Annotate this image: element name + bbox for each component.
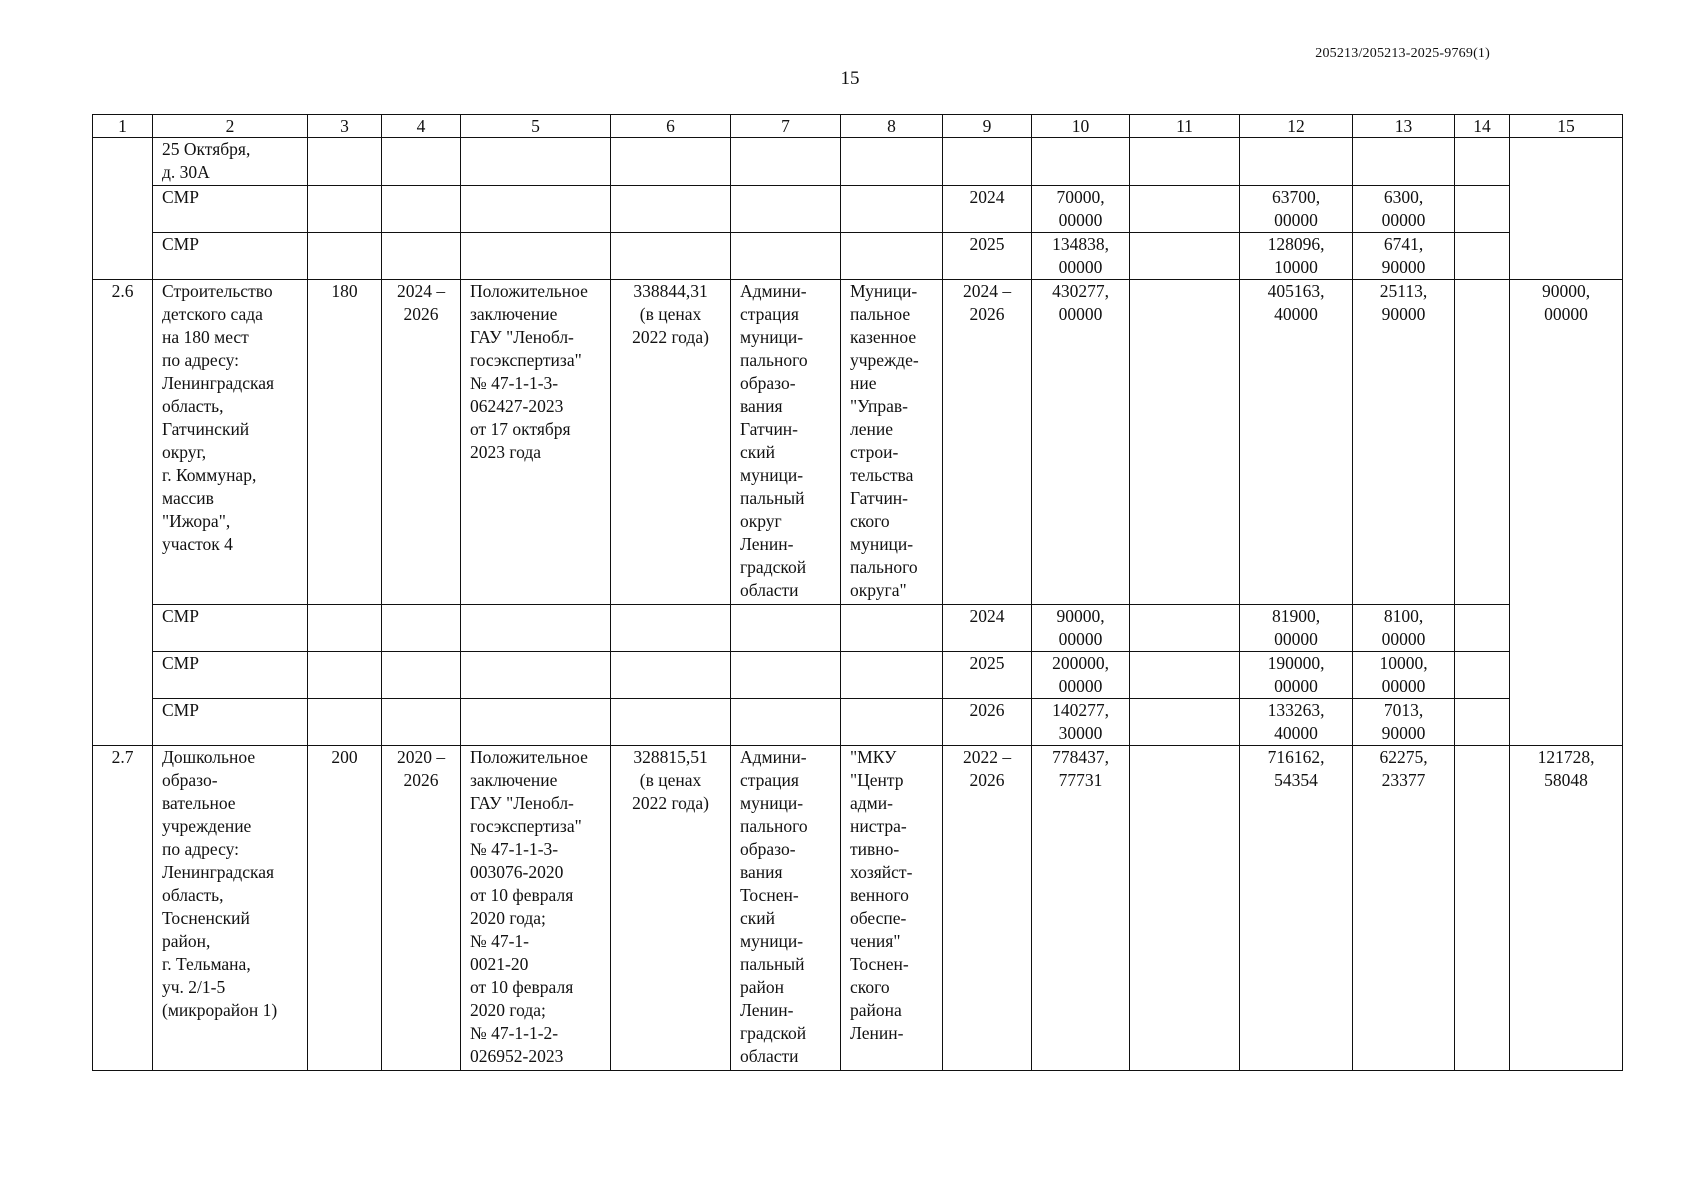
investment-table xyxy=(92,114,1623,1071)
capacity-cell: 200 xyxy=(308,746,382,1071)
column-number: 7 xyxy=(731,115,841,138)
cell-col12: 81900, 00000 xyxy=(1240,605,1353,652)
smr-label: СМР xyxy=(153,652,308,699)
cell-col13: 6300, 00000 xyxy=(1353,186,1455,233)
object-name-cell: Строительство детского сада на 180 мест по адресу: Ленинградская область, Гатчинский округ, г. Коммунар, массив "Ижора", участок 4 xyxy=(153,280,308,605)
cell-col12: 190000, 00000 xyxy=(1240,652,1353,699)
page-number: 15 xyxy=(840,68,860,89)
column-number: 5 xyxy=(461,115,611,138)
year-cell: 2025 xyxy=(943,652,1032,699)
column-number: 9 xyxy=(943,115,1032,138)
cell-col15 xyxy=(1510,138,1623,280)
column-number: 6 xyxy=(611,115,731,138)
document-id: 205213/205213-2025-9769(1) xyxy=(1315,46,1490,61)
column-number-row xyxy=(93,115,1623,138)
years-cell: 2024 – 2026 xyxy=(943,280,1032,605)
year-cell: 2026 xyxy=(943,699,1032,746)
cell-col12: 716162, 54354 xyxy=(1240,746,1353,1071)
table-row xyxy=(93,186,1623,233)
period-cell: 2024 – 2026 xyxy=(382,280,461,605)
year-cell: 2024 xyxy=(943,186,1032,233)
object-name-cell: Дошкольное образо- вательное учреждение по адресу: Ленинградская область, Тосненский район, г. Тельмана, уч. 2/1-5 (микрорайон 1) xyxy=(153,746,308,1071)
total-cell: 140277, 30000 xyxy=(1032,699,1130,746)
column-number: 15 xyxy=(1510,115,1623,138)
column-number: 12 xyxy=(1240,115,1353,138)
expertise-cell: Положительное заключение ГАУ "Ленобл- госэкспертиза" № 47-1-1-3- 003076-2020 от 10 февраля 2020 года; № 47-1- 0021-20 от 10 февраля 2020 года; № 47-1-1-2- 026952-2023 xyxy=(461,746,611,1071)
years-cell: 2022 – 2026 xyxy=(943,746,1032,1071)
total-cell: 70000, 00000 xyxy=(1032,186,1130,233)
smr-label: СМР xyxy=(153,186,308,233)
column-number: 11 xyxy=(1130,115,1240,138)
total-cell: 200000, 00000 xyxy=(1032,652,1130,699)
row-number-cell: 2.7 xyxy=(93,746,153,1071)
customer-cell: Админи- страция муници- пального образо- вания Гатчин- ский муници- пальный округ Ленин- градской области xyxy=(731,280,841,605)
total-cell: 430277, 00000 xyxy=(1032,280,1130,605)
column-number: 8 xyxy=(841,115,943,138)
period-cell: 2020 – 2026 xyxy=(382,746,461,1071)
cell-col15: 90000, 00000 xyxy=(1510,280,1623,746)
cost-cell: 338844,31 (в ценах 2022 года) xyxy=(611,280,731,605)
column-number: 2 xyxy=(153,115,308,138)
table-row xyxy=(93,746,1623,1071)
smr-label: СМР xyxy=(153,605,308,652)
cell-col12: 405163, 40000 xyxy=(1240,280,1353,605)
developer-cell: Муници- пальное казенное учрежде- ние "Управ- ление строи- тельства Гатчин- ского муници- пального округа" xyxy=(841,280,943,605)
table-row xyxy=(93,652,1623,699)
row-number-cell: 2.6 xyxy=(93,280,153,746)
address-cell: 25 Октября, д. 30А xyxy=(153,138,308,186)
developer-cell: "МКУ "Центр адми- нистра- тивно- хозяйст- венного обеспе- чения" Тоснен- ского района Ленин- xyxy=(841,746,943,1071)
cell-col12: 133263, 40000 xyxy=(1240,699,1353,746)
total-cell: 134838, 00000 xyxy=(1032,233,1130,280)
total-cell: 90000, 00000 xyxy=(1032,605,1130,652)
cell-col13: 62275, 23377 xyxy=(1353,746,1455,1071)
table-row xyxy=(93,605,1623,652)
cell-col13: 25113, 90000 xyxy=(1353,280,1455,605)
year-cell: 2025 xyxy=(943,233,1032,280)
smr-label: СМР xyxy=(153,233,308,280)
cost-cell: 328815,51 (в ценах 2022 года) xyxy=(611,746,731,1071)
column-number: 1 xyxy=(93,115,153,138)
cell-col13: 8100, 00000 xyxy=(1353,605,1455,652)
cell-col13: 6741, 90000 xyxy=(1353,233,1455,280)
table-row xyxy=(93,233,1623,280)
cell-col15: 121728, 58048 xyxy=(1510,746,1623,1071)
total-cell: 778437, 77731 xyxy=(1032,746,1130,1071)
cell-col13: 7013, 90000 xyxy=(1353,699,1455,746)
column-number: 3 xyxy=(308,115,382,138)
row-number-cell xyxy=(93,138,153,280)
column-number: 13 xyxy=(1353,115,1455,138)
capacity-cell: 180 xyxy=(308,280,382,605)
cell-col13: 10000, 00000 xyxy=(1353,652,1455,699)
year-cell: 2024 xyxy=(943,605,1032,652)
column-number: 10 xyxy=(1032,115,1130,138)
smr-label: СМР xyxy=(153,699,308,746)
expertise-cell: Положительное заключение ГАУ "Ленобл- госэкспертиза" № 47-1-1-3- 062427-2023 от 17 октября 2023 года xyxy=(461,280,611,605)
table-row xyxy=(93,699,1623,746)
column-number: 14 xyxy=(1455,115,1510,138)
table-row xyxy=(93,138,1623,186)
cell-col12: 63700, 00000 xyxy=(1240,186,1353,233)
column-number: 4 xyxy=(382,115,461,138)
cell-col12: 128096, 10000 xyxy=(1240,233,1353,280)
table-row xyxy=(93,280,1623,605)
customer-cell: Админи- страция муници- пального образо- вания Тоснен- ский муници- пальный район Ленин- градской области xyxy=(731,746,841,1071)
